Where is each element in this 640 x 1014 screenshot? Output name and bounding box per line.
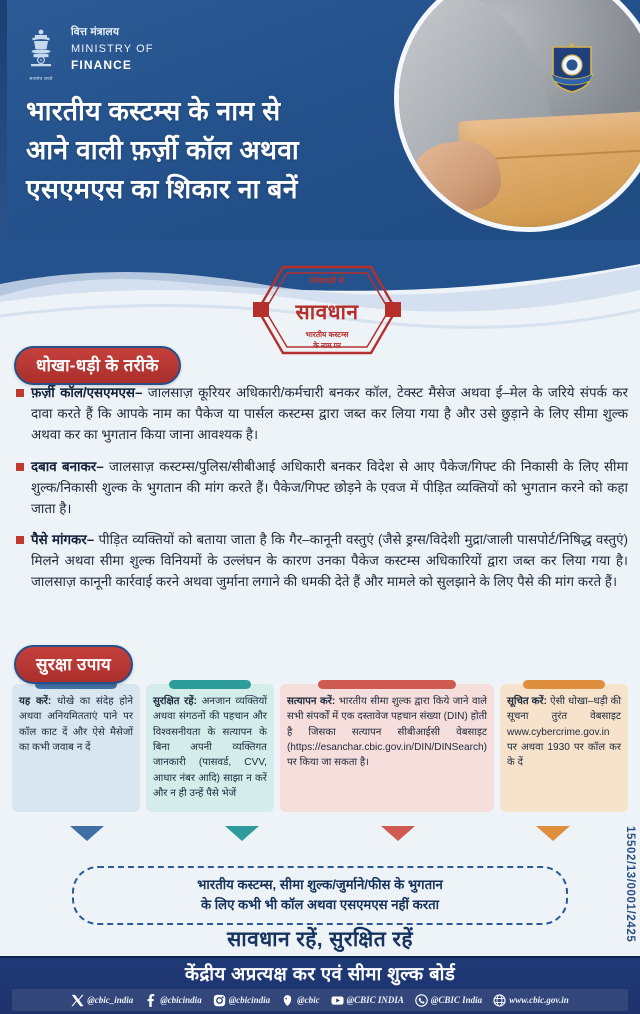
social-handle: @CBIC India [430,995,483,1005]
social-handle: @cbic [297,995,320,1005]
safety-measures-heading-label: सुरक्षा उपाय [14,645,133,684]
bullet-text [31,456,628,520]
safety-card-stay-safe [146,684,274,812]
stamp-bottom-line1: भारतीय कस्टम्स [305,330,349,339]
instagram-icon [213,994,226,1007]
card-body-text: ऐसी धोखा–धड़ी की सूचना तुरंत वेबसाइट www.cybercrime.gov.in पर अथवा 1930 पर कॉल कर के दें [507,696,622,769]
ministry-name-hindi: वित्त मंत्रालय [71,26,120,39]
card-lead: सूचित करें: [507,696,547,707]
savdhan-warning-stamp [253,262,401,358]
card-body-text: धोखे का संदेह होने अथवा अनियमितताएं पाने पर कॉल काट दें और ऐसे मैसेजों का कभी जवाब न दें [19,696,133,753]
safety-measures-heading [14,645,133,684]
list-item [16,382,628,446]
notice-line-2: के लिए कभी भी कॉल अथवा एसएमएस नहीं करता [200,896,440,912]
down-arrow-icon [225,826,259,841]
list-item [16,456,628,520]
globe-icon [493,994,506,1007]
notice-line-1: भारतीय कस्टम्स, सीमा शुल्क/जुर्माने/फीस के भुगतान [197,877,443,892]
safety-card-report [500,684,628,812]
facebook-icon [144,994,157,1007]
title-line-2: आने वाली फ़र्ज़ी कॉल अथवा [26,135,300,166]
social-handle: @CBIC INDIA [346,995,404,1005]
stamp-bottom-text [253,330,401,351]
down-arrow-icon [70,826,104,841]
social-link-x-twitter[interactable] [71,994,133,1007]
fraud-methods-list [16,382,628,603]
stamp-top-text: धोखाधड़ी से [309,276,345,285]
arrow-cell [323,826,473,841]
social-link-youtube[interactable] [331,994,404,1007]
stamp-bottom-line2: के नाम पर [313,340,341,350]
social-handle: @cbicindia [160,995,202,1005]
card-body-text: अनजान व्यक्तियों अथवा संगठनों की पहचान और विश्वसनीयता के सत्यापन के बिना अपनी व्यक्तिगत जानकारी (पासवर्ड, CVV, आधार नंबर आदि) साझा न करें और न ही उन्हें पैसे भेजें [152,696,267,799]
social-link-whatsapp[interactable] [415,994,482,1007]
bullet-body: जालसाज़ कस्टम्स/पुलिस/सीबीआई अधिकारी बनकर विदेश से आए पैकेज/गिफ्ट की निकासी के लिए सीमा शुल्क/निकासी शुल्क के भुगतान की मांग करते हैं। पैकेज/गिफ्ट छोड़ने के एवज में पीड़ित व्यक्तियों को भुगतान करने को कहा जाता है। [31,458,628,516]
stamp-main-text: सावधान [295,301,359,324]
bullet-text [31,382,628,446]
emblem-caption: सत्यमेव जयते [29,76,53,81]
ministry-name-en-line2: FINANCE [71,57,133,72]
social-handle: www.cbic.gov.in [509,995,569,1005]
poster-footer [0,956,640,1014]
arrow-cell [168,826,318,841]
whatsapp-icon [415,994,428,1007]
social-link-facebook[interactable] [144,994,201,1007]
card-accent-bar [523,680,605,689]
poster-title [26,92,490,210]
safety-card-do [12,684,140,812]
youtube-icon [331,994,344,1007]
down-arrow-icon [536,826,570,841]
bullet-body: जालसाज़ कूरियर अधिकारी/कर्मचारी बनकर कॉल, टेक्स्ट मैसेज अथवा ई–मेल के जरिये संपर्क कर दावा करते हैं कि आपके नाम का पैकेज या पार्सल कस्टम्स द्वारा जब्त कर लिया गया है और उसे छुड़ाने के लिए सीमा शुल्क अथवा कर का भुगतान किया जाना आवश्यक है। [31,385,628,443]
card-body-text: भारतीय सीमा शुल्क द्वारा किये जाने वाले सभी संपर्कों में एक दस्तावेज पहचान संख्या (DIN) होती है जिसका सत्यापन सीबीआईसी वेबसाइट (https://esanchar.cbic.gov.in/DIN/DINSearch) पर किया जा सकता है। [286,696,488,769]
koo-icon [281,994,294,1007]
notice-box [72,866,568,925]
card-accent-bar [169,680,251,689]
card-lead: सत्यापन करें: [286,696,336,707]
bullet-square-icon [16,536,24,544]
bullet-square-icon [16,389,24,397]
bullet-body: पीड़ित व्यक्तियों को बताया जाता है कि गैर–कानूनी वस्तुएं (जैसे ड्रग्स/विदेशी मुद्रा/जाली पासपोर्ट/निषिद्ध वस्तुएं) मिलने अथवा सीमा शुल्क विनियमों के उल्लंघन के कारण उनका पैकेज कस्टम्स अधिकारियों द्वारा जब्त कर लिया गया है। जालसाज़ कानूनी कार्रवाई करने अथवा जुर्माना लगाने की धमकी देते हैं और मामले को सुलझाने के लिए पैसे की मांग करते हैं। [31,532,628,590]
tagline: सावधान रहें, सुरक्षित रहें [227,928,413,951]
card-lead: यह करें: [19,696,52,707]
fraud-methods-heading-label: धोखा-धड़ी के तरीके [14,346,181,385]
social-handle: @cbic_india [87,995,134,1005]
reference-number: 15502/13/0001/2425 [624,826,636,943]
card-lead: सुरक्षित रहें: [152,696,198,707]
card-text [287,694,487,771]
ministry-branding [20,20,154,82]
bullet-lead: पैसे मांगकर– [31,532,95,548]
bullet-lead: फ़र्ज़ी कॉल/एसएमएस– [31,385,143,400]
ministry-name-en-line1: MINISTRY OF [71,43,154,56]
down-arrow-icon [381,826,415,841]
safety-card-verify [280,684,494,812]
bullet-text [31,529,628,593]
bullet-square-icon [16,463,24,471]
cbic-badge-icon [549,41,595,93]
poster-header [0,0,640,262]
list-item [16,529,628,593]
safety-cards-row [12,684,628,812]
card-text [507,694,621,771]
card-accent-bar [318,680,455,689]
ministry-name-block [71,26,154,75]
social-link-website[interactable] [493,994,569,1007]
social-handle: @cbicindia [228,995,271,1005]
social-link-koo[interactable] [281,994,319,1007]
cbic-board-name: केंद्रीय अप्रत्यक्ष कर एवं सीमा शुल्क बोर्ड [184,963,456,984]
social-link-instagram[interactable] [213,994,270,1007]
bullet-lead: दबाव बनाकर– [31,458,104,474]
title-line-3: एसएमएस का शिकार ना बनें [26,174,298,205]
card-text [153,694,267,801]
social-links-bar [12,989,628,1011]
fraud-methods-heading [14,346,181,385]
title-line-1: भारतीय कस्टम्स के नाम से [26,96,281,126]
arrow-cell [12,826,162,841]
arrow-cell [479,826,629,841]
card-text [19,694,133,755]
national-emblem-icon [20,20,62,82]
card-arrows-row [12,826,628,841]
x-twitter-icon [71,994,84,1007]
